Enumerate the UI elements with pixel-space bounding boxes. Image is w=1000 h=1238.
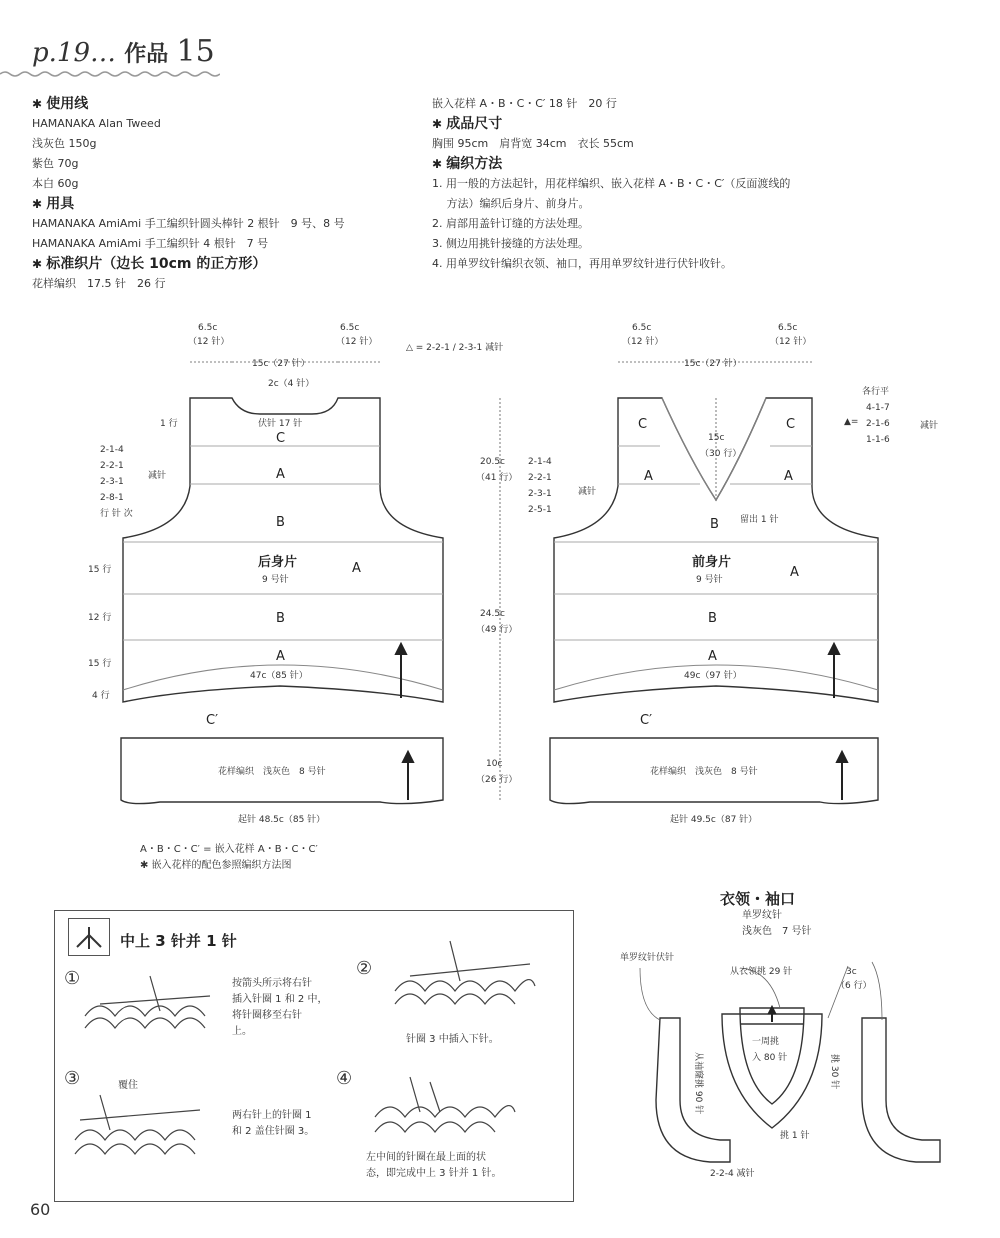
front-arm-dec: 2-2-1: [528, 473, 552, 483]
back-neck-width: 15c（27 针）: [252, 359, 310, 369]
front-letter-a3: A: [790, 565, 799, 580]
step-4-text: 左中间的针圈在最上面的状 态，即完成中上 3 针并 1 针。: [366, 1152, 502, 1179]
step-1-illustration: [80, 966, 220, 1036]
front-arm-dec: 2-1-4: [528, 457, 552, 467]
back-arm-dec: 2-2-1: [100, 461, 124, 471]
front-center-stitch: 留出 1 针: [740, 515, 779, 525]
front-dec-side: 2-1-6: [866, 419, 890, 429]
front-shoulder-right: 6.5c: [778, 323, 798, 333]
method-step: 方法）编织后身片、前身片。: [432, 197, 590, 210]
back-arm-dec: 2-1-4: [100, 445, 124, 455]
tools-heading: ✱ 用具: [32, 194, 412, 214]
back-letter-c: C: [276, 431, 286, 446]
yarn-item-1: 浅灰色 150g: [32, 137, 97, 150]
page-title: p.19… 作品 15: [32, 34, 215, 69]
back-piece-name: 后身片: [258, 555, 298, 570]
front-dec-side: 4-1-7: [866, 403, 890, 413]
work-number: 15: [176, 34, 215, 69]
method-steps: [432, 174, 972, 274]
method-step: 1. 用一般的方法起针，用花样编织、嵌入花样 A・B・C・C′（反面渡线的: [432, 177, 791, 190]
work-label: 作品: [124, 42, 169, 67]
step-number: ③: [64, 1068, 81, 1089]
back-shoulder-right-st: （12 针）: [336, 337, 378, 347]
back-needle: 9 号针: [262, 575, 289, 585]
collar-one: 挑 1 针: [780, 1131, 810, 1141]
title-wave-divider: [0, 70, 220, 78]
back-arm-dec-word: 减针: [148, 471, 167, 481]
collar-bind: 单罗纹针伏针: [620, 953, 675, 963]
vertical-top: 20.5c: [480, 457, 505, 467]
tool-item-1: HAMANAKA AmiAmi 手工编织针圆头棒针 2 根针 9 号、8 号: [32, 217, 345, 230]
armhole-left-band: [656, 1018, 730, 1162]
vertical-bot-rows: （26 行）: [476, 775, 518, 785]
tool-item-2: HAMANAKA AmiAmi 手工编织针 4 根针 7 号: [32, 237, 269, 250]
method-heading: ✱ 编织方法: [432, 154, 972, 174]
method-step: 2. 肩部用盖针订缝的方法处理。: [432, 217, 589, 230]
vertical-top-rows: （41 行）: [476, 473, 518, 483]
neck-side-pick: 挑 30 针: [829, 1054, 839, 1090]
yarn-item-3: 本白 60g: [32, 177, 79, 190]
step-4-illustration: [370, 1072, 520, 1144]
collar-width-st: （6 行）: [836, 981, 872, 991]
front-dec-side-word: 减针: [920, 421, 939, 431]
front-letter-c: C: [638, 417, 648, 432]
front-needle: 9 号针: [696, 575, 723, 585]
back-bind-off: 伏针 17 针: [258, 419, 303, 429]
armhole-pick: 从袖窿挑 90 针: [693, 1052, 703, 1115]
front-arm-dec: 2-3-1: [528, 489, 552, 499]
pattern-legend: [140, 842, 318, 874]
collar-diagram: [600, 940, 1000, 1200]
collar-width: 3c: [846, 967, 857, 977]
step-1-text: 按箭头所示将右针 插入针圈 1 和 2 中， 将针圈移至右针 上。: [232, 978, 328, 1037]
yarn-item-2: 紫色 70g: [32, 157, 79, 170]
front-arm-dec-word: 减针: [578, 487, 597, 497]
back-cast-on: 起针 48.5c（85 针）: [238, 815, 326, 825]
front-dec-title: 各行平: [862, 387, 890, 397]
front-letter-b: B: [710, 517, 719, 532]
back-letter-cp: C′: [206, 713, 219, 728]
back-letter-a3: A: [276, 649, 285, 664]
collar-ring: 一周挑: [752, 1037, 780, 1047]
size-heading: ✱ 成品尺寸: [432, 114, 972, 134]
front-letter-a4: A: [708, 649, 717, 664]
gauge-heading: ✱ 标准织片（边长 10cm 的正方形）: [32, 254, 412, 274]
armhole-right-band: [862, 1018, 940, 1162]
back-letter-a: A: [276, 467, 285, 482]
front-arm-dec: 2-5-1: [528, 505, 552, 515]
back-rows: 15 行: [88, 659, 112, 669]
front-neck-width: 15c（27 针）: [684, 359, 742, 369]
garment-diagram: [0, 310, 1000, 840]
method-step: 3. 侧边用挑针接缝的方法处理。: [432, 237, 589, 250]
step-number: ④: [336, 1068, 353, 1089]
vertical-bot: 10c: [486, 759, 503, 769]
back-rows: 15 行: [88, 565, 112, 575]
yarn-heading: ✱ 使用线: [32, 94, 412, 114]
vertical-mid: 24.5c: [480, 609, 505, 619]
step-3-illustration: [70, 1090, 210, 1170]
method-step: 4. 用单罗纹针编织衣领、袖口，再用单罗纹针进行伏针收针。: [432, 257, 732, 270]
gauge-item: 花样编织 17.5 针 26 行: [32, 277, 166, 290]
front-width: 49c（97 针）: [684, 671, 742, 681]
back-shoulder-right: 6.5c: [340, 323, 360, 333]
front-v-depth-rows: （30 行）: [700, 449, 742, 459]
front-letter-a: A: [644, 469, 653, 484]
legend-line-1: A・B・C・C′ = 嵌入花样 A・B・C・C′: [140, 844, 318, 855]
yarn-brand: HAMANAKA Alan Tweed: [32, 117, 161, 130]
technique-title: 中上 3 针并 1 针: [120, 932, 237, 950]
back-rows-top: 1 行: [160, 419, 178, 429]
back-arm-dec: 2-8-1: [100, 493, 124, 503]
front-shoulder-right-st: （12 针）: [770, 337, 812, 347]
neck-band-outer: [722, 1014, 822, 1128]
front-letter-cp: C′: [640, 713, 653, 728]
back-rows: 4 行: [92, 691, 110, 701]
front-piece-name: 前身片: [692, 555, 732, 570]
collar-dec: 2-2-4 减针: [710, 1169, 755, 1179]
back-arm-note: 行 针 次: [100, 509, 133, 519]
step-2-text: 针圈 3 中插入下针。: [406, 1034, 499, 1045]
legend-line-2: ✱ 嵌入花样的配色参照编织方法图: [140, 860, 292, 871]
back-letter-a2: A: [352, 561, 361, 576]
collar-pick: 从衣领挑 29 针: [730, 967, 793, 977]
front-dec-side: 1-1-6: [866, 435, 890, 445]
back-letter-b: B: [276, 515, 285, 530]
size-text: 胸围 95cm 肩背宽 34cm 衣长 55cm: [432, 137, 634, 150]
back-letter-b2: B: [276, 611, 285, 626]
materials-section: [32, 94, 412, 294]
front-cast-on: 起针 49.5c（87 针）: [670, 815, 758, 825]
back-neck-dec: △ = 2-2-1 / 2-3-1 减针: [406, 343, 504, 353]
front-letter-c2: C: [786, 417, 796, 432]
step-3-text: 两右针上的针圈 1 和 2 盖住针圈 3。: [232, 1110, 315, 1137]
front-shoulder-left-st: （12 针）: [622, 337, 664, 347]
gauge-extra: 嵌入花样 A・B・C・C′ 18 针 20 行: [432, 97, 617, 110]
back-width: 47c（85 针）: [250, 671, 308, 681]
front-letter-a2: A: [784, 469, 793, 484]
triangle-icon: ▲=: [844, 417, 859, 427]
collar-title: 衣领・袖口: [720, 890, 796, 908]
step-2-illustration: [390, 936, 540, 1016]
front-v-depth: 15c: [708, 433, 725, 443]
step-3-label: 覆住: [118, 1080, 138, 1091]
back-rib-text: 花样编织 浅灰色 8 号针: [218, 767, 326, 777]
back-shoulder-left-st: （12 针）: [188, 337, 230, 347]
back-rows: 12 行: [88, 613, 112, 623]
vertical-mid-rows: （49 行）: [476, 625, 518, 635]
front-rib-text: 花样编织 浅灰色 8 号针: [650, 767, 758, 777]
collar-subtitle: 单罗纹针 浅灰色 7 号针: [742, 910, 812, 937]
front-shoulder-left: 6.5c: [632, 323, 652, 333]
back-arm-dec: 2-3-1: [100, 477, 124, 487]
step-number: ②: [356, 958, 373, 979]
back-neck-small: 2c（4 针）: [268, 379, 315, 389]
back-shoulder-left: 6.5c: [198, 323, 218, 333]
page-number: 60: [30, 1200, 51, 1219]
collar-ring-2: 入 80 针: [752, 1053, 788, 1063]
step-number: ①: [64, 968, 81, 989]
size-method-section: [432, 94, 972, 274]
decrease-symbol-icon: [68, 918, 110, 956]
front-letter-b2: B: [708, 611, 717, 626]
